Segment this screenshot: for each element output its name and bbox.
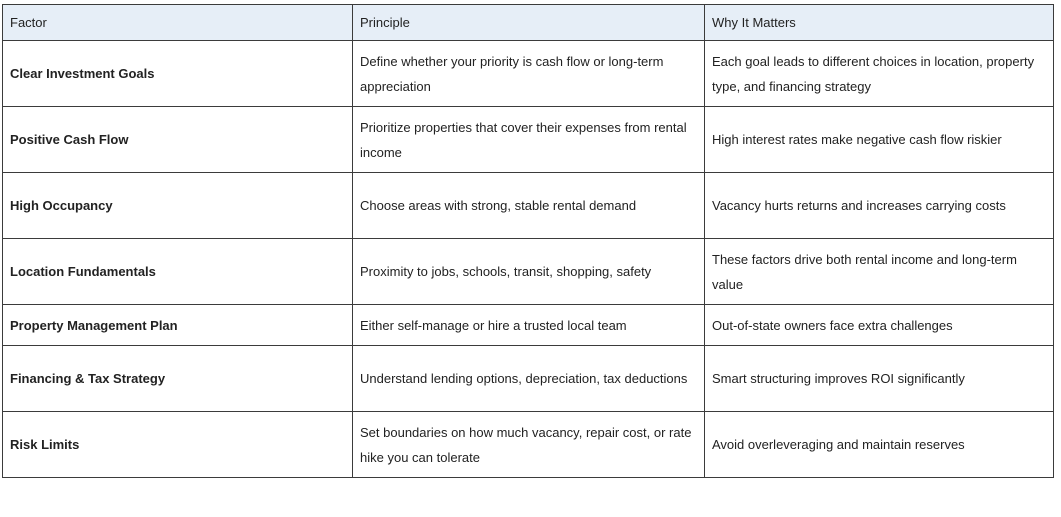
table-row (3, 107, 1054, 173)
cell-principle: Either self-manage or hire a trusted local team (353, 305, 705, 346)
cell-principle: Understand lending options, depreciation, tax deductions (353, 346, 705, 412)
table-container (2, 4, 1053, 478)
cell-principle: Set boundaries on how much vacancy, repair cost, or rate hike you can tolerate (353, 412, 705, 478)
cell-why: Each goal leads to different choices in location, property type, and financing strategy (705, 41, 1054, 107)
cell-principle: Choose areas with strong, stable rental demand (353, 173, 705, 239)
table-row (3, 412, 1054, 478)
cell-principle: Proximity to jobs, schools, transit, shopping, safety (353, 239, 705, 305)
header-factor: Factor (3, 5, 353, 41)
table-row (3, 305, 1054, 346)
table-header (3, 5, 1054, 41)
cell-factor: Positive Cash Flow (3, 107, 353, 173)
cell-why: Avoid overleveraging and maintain reserves (705, 412, 1054, 478)
table-row (3, 41, 1054, 107)
cell-why: Smart structuring improves ROI significantly (705, 346, 1054, 412)
table-row (3, 239, 1054, 305)
cell-factor: Property Management Plan (3, 305, 353, 346)
header-principle: Principle (353, 5, 705, 41)
cell-factor: High Occupancy (3, 173, 353, 239)
table-row (3, 346, 1054, 412)
cell-factor: Location Fundamentals (3, 239, 353, 305)
table-body (3, 41, 1054, 478)
header-why-it-matters: Why It Matters (705, 5, 1054, 41)
header-row (3, 5, 1054, 41)
cell-factor: Financing & Tax Strategy (3, 346, 353, 412)
cell-principle: Prioritize properties that cover their expenses from rental income (353, 107, 705, 173)
table-row (3, 173, 1054, 239)
investment-factors-table (2, 4, 1054, 478)
cell-why: High interest rates make negative cash flow riskier (705, 107, 1054, 173)
cell-factor: Risk Limits (3, 412, 353, 478)
cell-why: Out-of-state owners face extra challenges (705, 305, 1054, 346)
cell-why: Vacancy hurts returns and increases carrying costs (705, 173, 1054, 239)
cell-why: These factors drive both rental income and long-term value (705, 239, 1054, 305)
cell-factor: Clear Investment Goals (3, 41, 353, 107)
cell-principle: Define whether your priority is cash flow or long-term appreciation (353, 41, 705, 107)
